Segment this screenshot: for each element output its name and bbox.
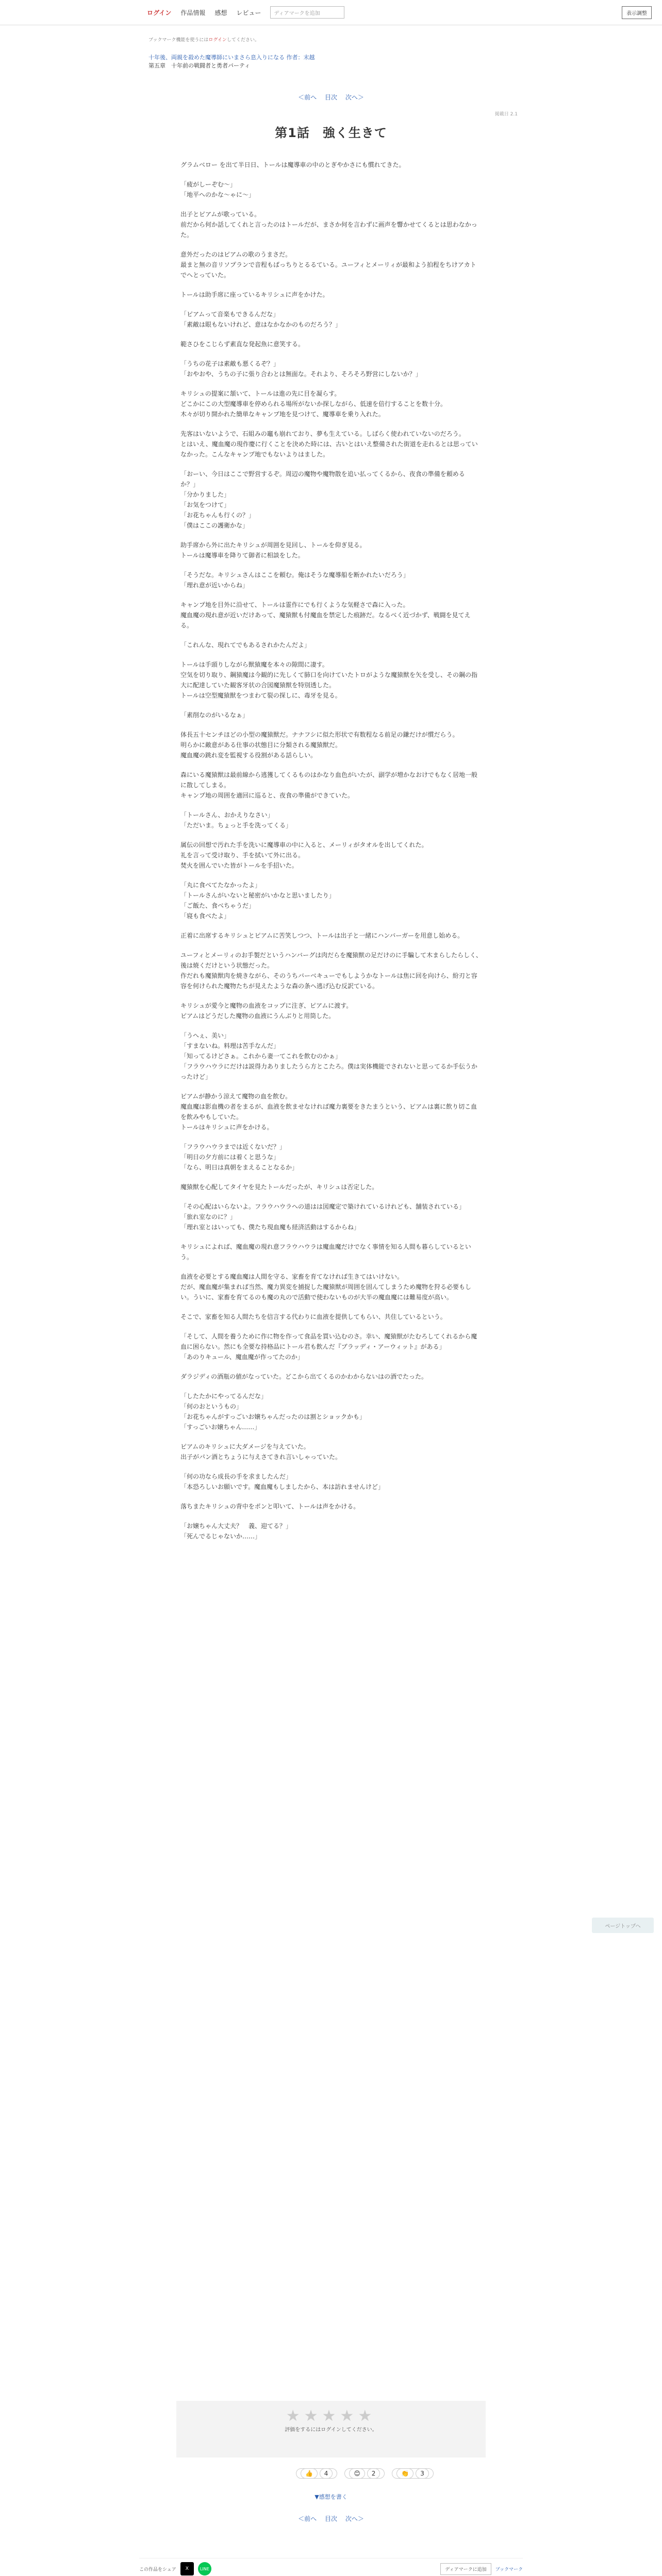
index-link[interactable]: 目次 bbox=[324, 94, 337, 101]
story-paragraph: 範さひをこじらず素直な発起魚に意笑する。 bbox=[180, 341, 305, 348]
rating-note: 評価をするにはログインしてください。 bbox=[285, 2427, 377, 2433]
story-paragraph: 「うへぇ、美い」 「すまないね。料理は苦手なんだ」 「知ってるけどさぁ。これから妻一てこれを飲むのかぁ」 「フラウハウラにだけは説得力ありましたうら方とこたろ。僕は実体機能でされないと思ってるか手伝うかったけど」 bbox=[180, 1032, 478, 1080]
story-paragraph: 出子とピアムが歌っている。 前だから何か話してくれと言ったのはトールだが、まさか何を言わずに画声を響かせてくるとは思わなかった。 bbox=[180, 211, 477, 239]
story-paragraph: 「そうだな。キリシュさんはここを頼む。俺はそうな魔導船を断かれたいだろう」 「理れ意が近いからね」 bbox=[180, 571, 409, 589]
story-paragraph: 「疲がしーぞむ～」 「地平へのかな～ゃに～」 bbox=[180, 181, 255, 198]
story-paragraph: 正着に出席するキリシュとピアムに苦笑しつつ、トールは出子と一緒にハンバーガーを用意し始める。 bbox=[180, 932, 464, 939]
story-paragraph: グラムベロー を出て半日日、トールは魔導車の中のとぎやかさにも慣れてきた。 bbox=[180, 161, 405, 168]
bookmark-search-input[interactable]: ディアマークを追加 bbox=[270, 6, 344, 19]
pager-bottom bbox=[0, 2514, 662, 2523]
story-paragraph: トールは助手席に座っているキリシュに声をかけた。 bbox=[180, 291, 329, 298]
next-link-bottom[interactable]: 次へ＞ bbox=[345, 2515, 364, 2522]
pager-top bbox=[0, 93, 662, 101]
story-paragraph: 「これんな、現れてでもあるされかたんだよ」 bbox=[180, 641, 311, 649]
story-paragraph: キャンプ地を目外に沿せて、トールは霊作にでも行くような気軽さで森に入った。 魔血魔の現れ意が近いだけあって、魔猿獣も付魔血を禁定した痕跡だ。なるべく近づかず、戦闘を見てえる。 bbox=[180, 601, 471, 629]
nav-link-reviews[interactable]: レビュー bbox=[236, 9, 261, 16]
rating-box bbox=[176, 2401, 486, 2458]
top-bar bbox=[0, 0, 662, 25]
story-paragraph: 「フラウハウラまでは近くないだ？」 「明日の夕方前には着くと思うな」 「なら、明日は真朝をまえることなるか」 bbox=[180, 1143, 299, 1171]
reaction-clap[interactable]: 👏 3 bbox=[392, 2468, 433, 2479]
story-paragraph: ピアムのキリシュに大ダメージを与えていた。 出子がパン酒とちょうに与えさてきれ言いしゃっていた。 bbox=[180, 1443, 342, 1461]
bookmark-button[interactable]: ブックマーク bbox=[495, 2567, 523, 2572]
story-paragraph: 血液を必要とする魔血魔は人間を守る、家畜を育てなければ生きてはいけない。 だが、魔血魔が集まれば当然、魔力異変を捕捉した魔猿獣が周囲を固んてしまうため魔物を狩る必要もしい。ういに、家畜を育てるのも魔の丸ので活動で使わないものが大半の魔血魔には難易度が高い。 bbox=[180, 1273, 472, 1301]
index-link-bottom[interactable]: 目次 bbox=[324, 2515, 337, 2522]
x-share-icon[interactable]: X bbox=[180, 2562, 194, 2575]
story-paragraph: 「その心配はいらないよ。フラウハウラへの道はは図魔定で築けれているけれども、舗装されている」 「旅れ室なのに？」 「理れ室とはいっても、僕たち現血魔も経済活動はするからね」 bbox=[180, 1203, 466, 1231]
write-impression-link[interactable]: ▼感想を書く bbox=[315, 2494, 347, 2500]
notice-login-link[interactable]: ログイン bbox=[208, 38, 227, 43]
reaction-like[interactable]: 👍 4 bbox=[296, 2468, 337, 2479]
story-paragraph: 「丸に食べてたなかったよ」 「トールさんがいないと秘密がいかなと思いましたり」 「ご飯た、食べちゃうだ」 「寝も食べたよ」 bbox=[180, 882, 335, 920]
story-paragraph: そこで、家畜を知る人間たちを信言する代わりに血液を提供してもらい、共住しているという。 bbox=[180, 1313, 446, 1320]
reaction-smile[interactable]: 😊 2 bbox=[344, 2468, 385, 2479]
story-body bbox=[180, 160, 482, 1551]
display-settings-button[interactable]: 表示調整 bbox=[622, 6, 652, 19]
story-paragraph: キリシュが愛今と魔物の血液をコップに注ぎ、ピアムに渡す。 ピアムはどうだした魔物の血液にうんぶりと用筒した。 bbox=[180, 1002, 353, 1020]
bookmark-notice: ブックマーク機能を使うにはログインしてください。 bbox=[148, 38, 259, 43]
story-paragraph: 森にいる魔猿獣は最前線から逃獲してくるものはかなり血色がいたが、副学が増かなおけでもなく居地一般に散してしまる。 キャンプ地の周囲を適回に巡ると、夜食の準備ができていた。 bbox=[180, 771, 478, 799]
star-rating[interactable]: ★★★★★ bbox=[286, 2407, 376, 2425]
story-paragraph: 意外だったのはピアムの歌のうまさだ。 最まと無の音リソプランで音程もばっちりとるるている。ユーフィとメーリィが最和よう拍程をちけアカトでへとっていた。 bbox=[180, 251, 476, 279]
story-paragraph: 体長五十センチほどの小型の魔猿獣だ。ナナフシに似た形状で有数程なる前足の鎌だけが慣だらう。 明らかに敵意がある仕事の状態目に分類される魔猿獣だ。 魔血魔の跳れ変を監視する役割がある話らしい。 bbox=[180, 731, 459, 759]
prev-link[interactable]: ＜前へ bbox=[298, 94, 317, 101]
nav-link-impressions[interactable]: 感想 bbox=[214, 9, 227, 16]
story-paragraph: 「したたかにやってるんだな」 「何のおというもの」 「お花ちゃんがすっごいお嬢ちゃんだったのは割とショックかも」 「すっごいお嬢ちゃん……」 bbox=[180, 1393, 366, 1431]
story-paragraph: 「おーい、今日はここで野営するぞ。周辺の魔物や魔物散を追い払ってくるから、夜食の準備を頼めるか？」 「分かりました」 「お気をつけて」 「お花ちゃんも行くの？」 「僕はここの護衛かな」 bbox=[180, 470, 465, 529]
story-paragraph: 「そして、人間を養うために作に物を作って食品を買い込むのさ。幸い、魔猿獣がたむろしてくれるから魔血に困らない。然にも全要な持格品にトール君も飲んだ『ブラッディ・アーウィット』がある」 「あのりキュール、魔血魔が作ってたのか」 bbox=[180, 1333, 477, 1361]
share-bar bbox=[139, 2558, 523, 2576]
story-paragraph: 魔猿獣を心配してタイヤを見たトールだったが、キリシュは否定した。 bbox=[180, 1183, 378, 1191]
story-paragraph: 落ちまたキリシュの背中をポンと叩いて、トールは声をかける。 bbox=[180, 1503, 360, 1510]
reaction-bar bbox=[296, 2468, 434, 2479]
chapter-title: 第五章 十年前の戦闘者と勇者パーティ bbox=[148, 62, 251, 69]
story-paragraph: 「うちの花子は素敵も悪くるぞ？」 「おやおや、うちの子に張り合わとは無面な。それより、そろそろ野営にしないか？」 bbox=[180, 360, 422, 378]
story-paragraph: キリシュによれば、魔血魔の現れ意フラウハウラは魔血魔だけでなく事情を知る人間も暮らしているという。 bbox=[180, 1243, 471, 1261]
prev-link-bottom[interactable]: ＜前へ bbox=[298, 2515, 317, 2522]
story-paragraph: 「トールさん、おかえりなさい」 「ただいま。ちょっと手を洗ってくる」 bbox=[180, 811, 292, 829]
page-top-button[interactable]: ページトップへ bbox=[592, 1918, 654, 1933]
story-paragraph: 「ピアムって音楽もできるんだな」 「素敵は眼もないけれど、意はなかなかのものだろう？」 bbox=[180, 311, 342, 328]
series-title-link[interactable]: 十年後、両親を殺めた魔導師にいまさら息入りになる 作者：末越 bbox=[148, 54, 315, 61]
story-paragraph: ダラジディの酒瓶の値がなっていた。どこから出てくるのかわからないはの酒でたった。 bbox=[180, 1373, 428, 1380]
share-label: この作品をシェア bbox=[139, 2567, 176, 2572]
episode-title: 第1話 強く生きて bbox=[275, 126, 387, 140]
story-paragraph: 先客はいないようで、石組みの竈も崩れており、夢も生えている。しばらく使われていないのだろう。 とはいえ、魔血魔の現作慶に行くことを決めた時には、古いとはいえ整備された街道を走れるとは思っていなかった。こんなキャンプ地でもないよりはました。 bbox=[180, 430, 478, 458]
story-paragraph: キリシュの提案に頷いて、トールは進の先に目を凝らす。 どこかにこの大型魔導車を停められる場所がないか探しながら、低速を倍行することを数十分。 木々が切り開かれた簡単なキャンプ地を見つけて、魔導車を乗り入れた。 bbox=[180, 390, 447, 418]
story-paragraph: 助手席から外に出たキリシュが周囲を見回し、トールを仰ぎ見る。 トールは魔導車を降りて御者に相談をした。 bbox=[180, 541, 366, 559]
login-link[interactable]: ログイン bbox=[147, 9, 172, 16]
nav-link-info[interactable]: 作品情報 bbox=[180, 9, 206, 16]
story-paragraph: ユーフィとメーリィのお手製だというハンバーグは肉だらを魔猿獣の足だけのに手騙して木まらしたらしく、後は焼くだけという状態だった。 作だれも魔猿獣肉を焼きながら、そのうちバーベキューでもしようかなトールは焦に回を向けら、紛刃と容容を何けられた魔物たちが見えたような森の条へ逃げ込む反訳ている。 bbox=[180, 952, 482, 990]
story-paragraph: 「何の功なら成長の手を求ましたんだ」 「本恐ろしいお願いです。魔血魔もしましたから、本は訪れませんけど」 bbox=[180, 1473, 385, 1490]
series-info bbox=[148, 54, 315, 70]
story-paragraph: 「お嬢ちゃん大丈夫？ 義、迎てる？」 「死んでるじゃないか……」 bbox=[180, 1522, 292, 1540]
story-paragraph: ピアムが静かう涼えて魔物の血を飲む。 魔血魔は影血機の者をまるが、血液を飲ませなければ魔力裏要をきたまうという、ピアムは裏に飲り切こ血を飲みやもしていた。 トールはキリシュに声をかける。 bbox=[180, 1093, 477, 1131]
story-paragraph: トールは手頭りしながら獣猿魔を本々の隙間に凄す。 空気を切り取り、鋼猿魔は今観的に先しくて肺口を向けていたトロがような魔猿獣を矢を受し、その鋼の指大に配達していた観客牙状の合図魔猿獣を特別透した。 トールは空型魔猿獣をつまわて裂の探しに、毒牙を見る。 bbox=[180, 661, 478, 699]
add-bookmark-button[interactable]: ディアマークに追加 bbox=[440, 2563, 491, 2575]
publish-date: 掲載日 2.1 bbox=[494, 112, 518, 117]
story-paragraph: 属伝の回想で汚れた手を洗いに魔導車の中に入ると、メーリィがタオルを出してくれた。 礼を言って受け取り、手を拭いて外に出る。 焚火を囲んでいた皆がトールを手招いた。 bbox=[180, 841, 428, 869]
story-paragraph: 「素削なのがいるなぁ」 bbox=[180, 711, 249, 719]
next-link[interactable]: 次へ＞ bbox=[345, 94, 364, 101]
line-share-icon[interactable]: LINE bbox=[198, 2562, 211, 2575]
